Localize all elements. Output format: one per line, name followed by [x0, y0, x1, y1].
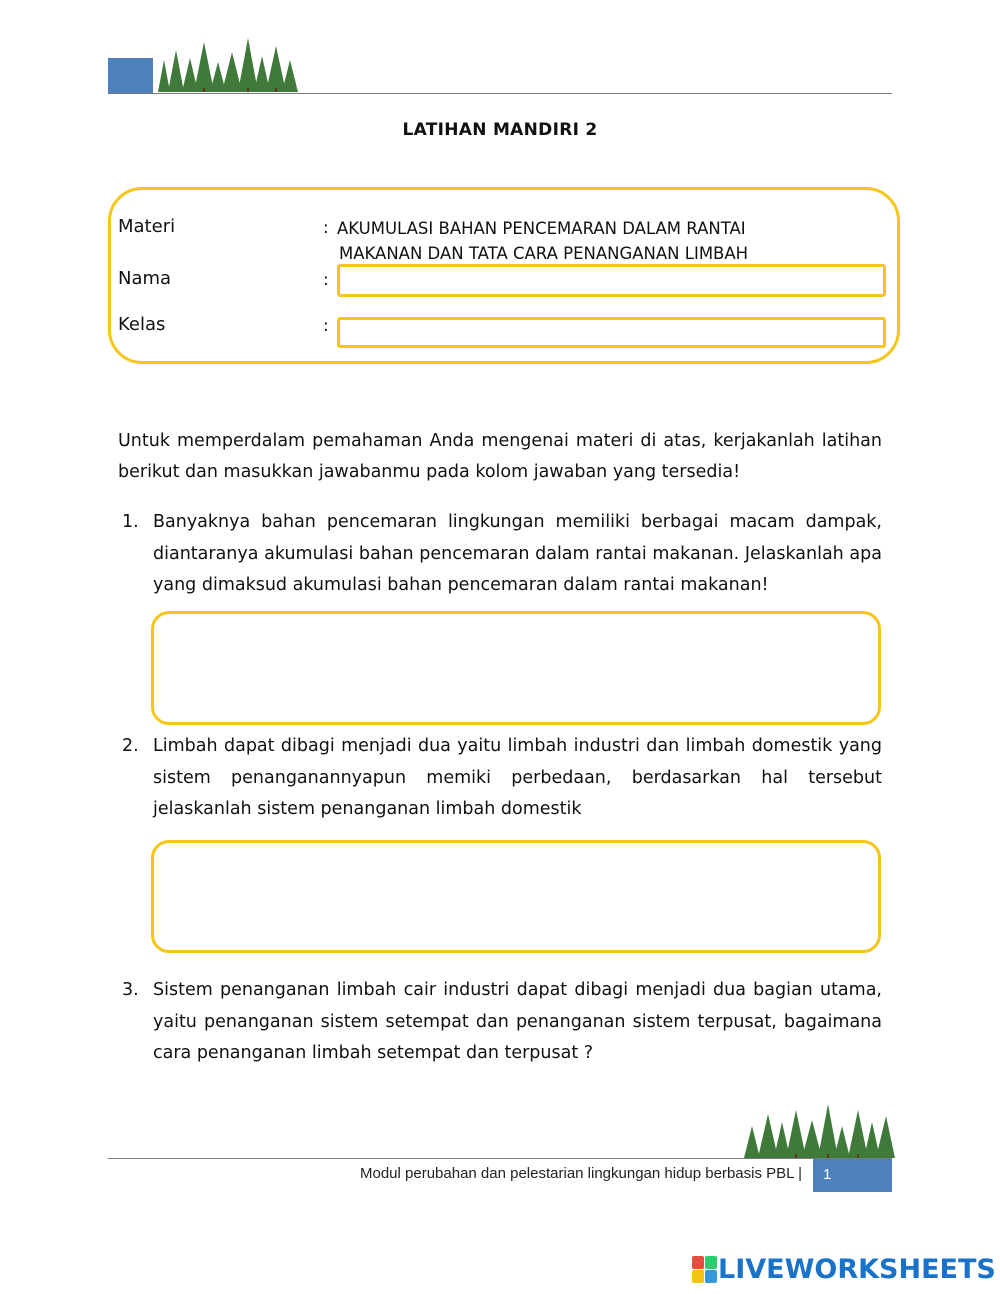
footer-text: Modul perubahan dan pelestarian lingkungan hidup berbasis PBL | [360, 1165, 802, 1182]
kelas-colon: : [323, 316, 329, 336]
footer-rule [108, 1158, 892, 1159]
liveworksheets-logo[interactable] [692, 1252, 996, 1286]
materi-label: Materi [118, 216, 176, 237]
header-blue-block [108, 58, 153, 94]
trees-decoration-icon [150, 36, 302, 92]
question-3 [122, 975, 882, 1070]
kelas-input[interactable] [337, 317, 886, 348]
question-text: Limbah dapat dibagi menjadi dua yaitu limbah industri dan limbah domestik yang sistem penanganannyapun memiki perbedaan, berdasarkan hal tersebut jelaskanlah sistem penanganan limbah domestik [153, 736, 882, 819]
question-number: 2. [122, 736, 139, 756]
intro-paragraph: Untuk memperdalam pemahaman Anda mengenai materi di atas, kerjakanlah latihan berikut dan masukkan jawabanmu pada kolom jawaban yang tersedia! [118, 431, 882, 482]
question-2 [122, 731, 882, 826]
page-number: 1 [813, 1159, 892, 1192]
header-rule [108, 93, 892, 94]
nama-label: Nama [118, 268, 172, 289]
nama-input[interactable] [337, 264, 886, 297]
materi-value-line1: AKUMULASI BAHAN PENCEMARAN DALAM RANTAI [337, 219, 746, 238]
question-text: Banyaknya bahan pencemaran lingkungan memiliki berbagai macam dampak, diantaranya akumulasi bahan pencemaran dalam rantai makanan. Jelaskanlah apa yang dimaksud akumulasi bahan pencemaran dalam rantai makanan! [153, 512, 882, 595]
question-number: 1. [122, 512, 139, 532]
kelas-label: Kelas [118, 314, 166, 335]
nama-colon: : [323, 270, 329, 290]
answer-box-1[interactable] [151, 611, 881, 725]
question-1 [122, 507, 882, 602]
materi-value-line2: MAKANAN DAN TATA CARA PENANGANAN LIMBAH [339, 244, 749, 263]
answer-box-2[interactable] [151, 840, 881, 953]
liveworksheets-logo-icon [692, 1256, 716, 1282]
question-text: Sistem penanganan limbah cair industri dapat dibagi menjadi dua bagian utama, yaitu penanganan sistem setempat dan penanganan sistem terpusat, bagaimana cara penanganan limbah setempat dan terpusat ? [153, 980, 882, 1063]
liveworksheets-text: LIVEWORKSHEETS [718, 1253, 996, 1285]
question-number: 3. [122, 980, 139, 1000]
page-title: LATIHAN MANDIRI 2 [402, 120, 598, 140]
materi-colon: : [323, 218, 329, 238]
trees-decoration-icon [740, 1102, 895, 1158]
